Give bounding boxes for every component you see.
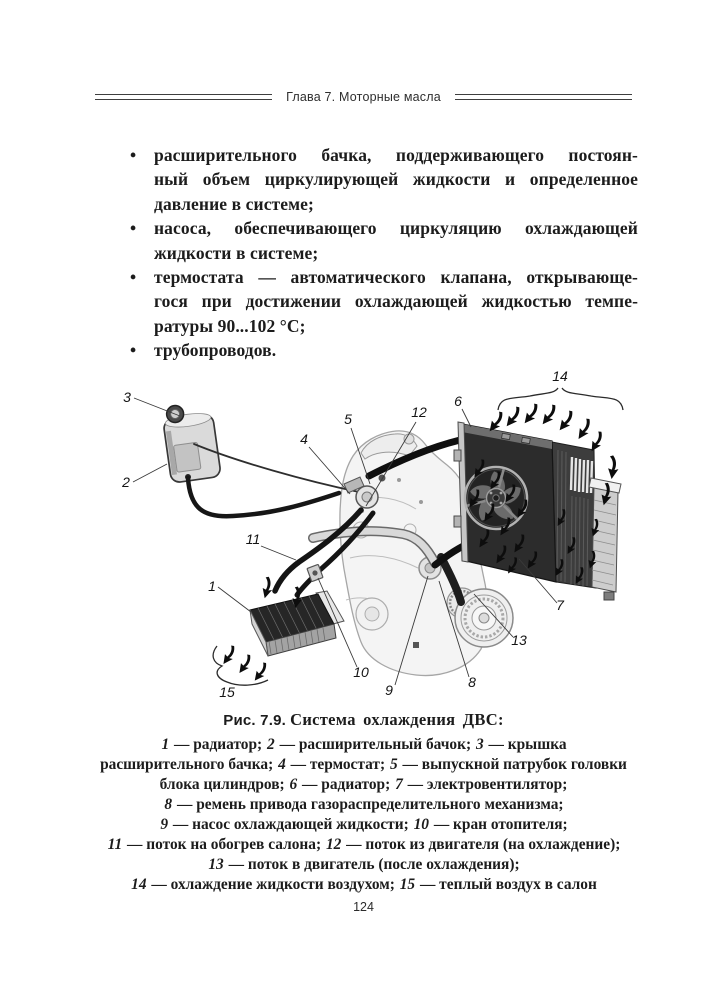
figure-legend-line: 8 — ремень привода газораспределительного механизма; [164, 796, 564, 813]
caption-heading: Система охлаждения ДВС: [290, 710, 504, 729]
figure-number: Рис. 7.9. [223, 712, 286, 729]
bullet-line: жидкости в системе; [154, 242, 319, 263]
figure-caption [60, 710, 667, 895]
page-header [95, 90, 632, 104]
bullet-marker: • [130, 145, 137, 165]
bullet-line: давление в системе; [154, 193, 314, 214]
figure-label-7: 7 [556, 597, 564, 613]
cooling-system-diagram [110, 360, 640, 710]
figure-legend-line: 14 — охлаждение жидкости воздухом; 15 — теплый воздух в салон [131, 876, 597, 893]
brace-14 [498, 388, 623, 410]
bullet-line: термостата — автоматического клапана, открывающе- [154, 267, 638, 288]
figure-label-3: 3 [123, 389, 131, 405]
bullet-item [128, 338, 638, 362]
bullet-item [128, 216, 638, 265]
bullet-marker: • [130, 267, 137, 288]
figure-label-9: 9 [385, 682, 393, 698]
bullet-line: ный объем циркулирующей жидкости и определенное [154, 169, 638, 190]
cooling-system-figure [110, 360, 640, 710]
bullet-marker: • [130, 340, 137, 361]
figure-label-1: 1 [208, 578, 216, 594]
figure-legend-line: расширительного бачка; 4 — термостат; 5 — выпускной патрубок головки [100, 756, 627, 773]
figure-label-4: 4 [300, 431, 308, 447]
figure-label-10: 10 [353, 664, 369, 680]
bullet-line: ратуры 90...102 °С; [154, 315, 306, 336]
bullet-line: гося при достижении охлаждающей жидкостью темпе- [154, 291, 638, 312]
header-rule-left [95, 94, 272, 100]
figure-label-15: 15 [219, 684, 235, 700]
header-rule-right [455, 94, 632, 100]
figure-label-14: 14 [552, 368, 568, 384]
figure-legend-line: 1 — радиатор; 2 — расширительный бачок; 3 — крышка [161, 736, 567, 753]
bullet-item [128, 265, 638, 338]
brace-15 [213, 646, 268, 685]
figure-label-5: 5 [344, 411, 352, 427]
figure-label-11: 11 [245, 531, 261, 547]
electric-fan [465, 467, 527, 529]
bullet-text [154, 143, 638, 216]
bullet-text [154, 265, 638, 338]
bullet-line: насоса, обеспечивающего циркуляцию охлаждающей [154, 218, 638, 239]
bullet-line: трубопроводов. [154, 340, 277, 361]
bullet-text [154, 338, 638, 362]
figure-legend-line: 11 — поток на обогрев салона; 12 — поток из двигателя (на охлаждение); [107, 836, 621, 853]
figure-label-12: 12 [411, 404, 427, 420]
bullet-list [128, 143, 638, 363]
bullet-item [128, 143, 638, 216]
figure-legend-line: 9 — насос охлаждающей жидкости; 10 — кран отопителя; [160, 816, 568, 833]
expansion-tank [161, 400, 221, 483]
bullet-marker: • [130, 218, 137, 239]
figure-label-8: 8 [468, 674, 476, 690]
page-number: 124 [353, 900, 374, 914]
caption-title [60, 710, 667, 730]
chapter-title: Глава 7. Моторные масла [286, 90, 441, 104]
figure-label-6: 6 [454, 393, 462, 409]
bullet-line: расширительного бачка, поддерживающего постоян- [154, 145, 638, 165]
figure-legend-line: 13 — поток в двигатель (после охлаждения); [208, 856, 520, 873]
radiator-core [552, 442, 596, 588]
bullet-text [154, 216, 638, 265]
figure-legend-line: блока цилиндров; 6 — радиатор; 7 — электровентилятор; [159, 776, 568, 793]
figure-label-2: 2 [122, 474, 130, 490]
figure-label-13: 13 [511, 632, 527, 648]
